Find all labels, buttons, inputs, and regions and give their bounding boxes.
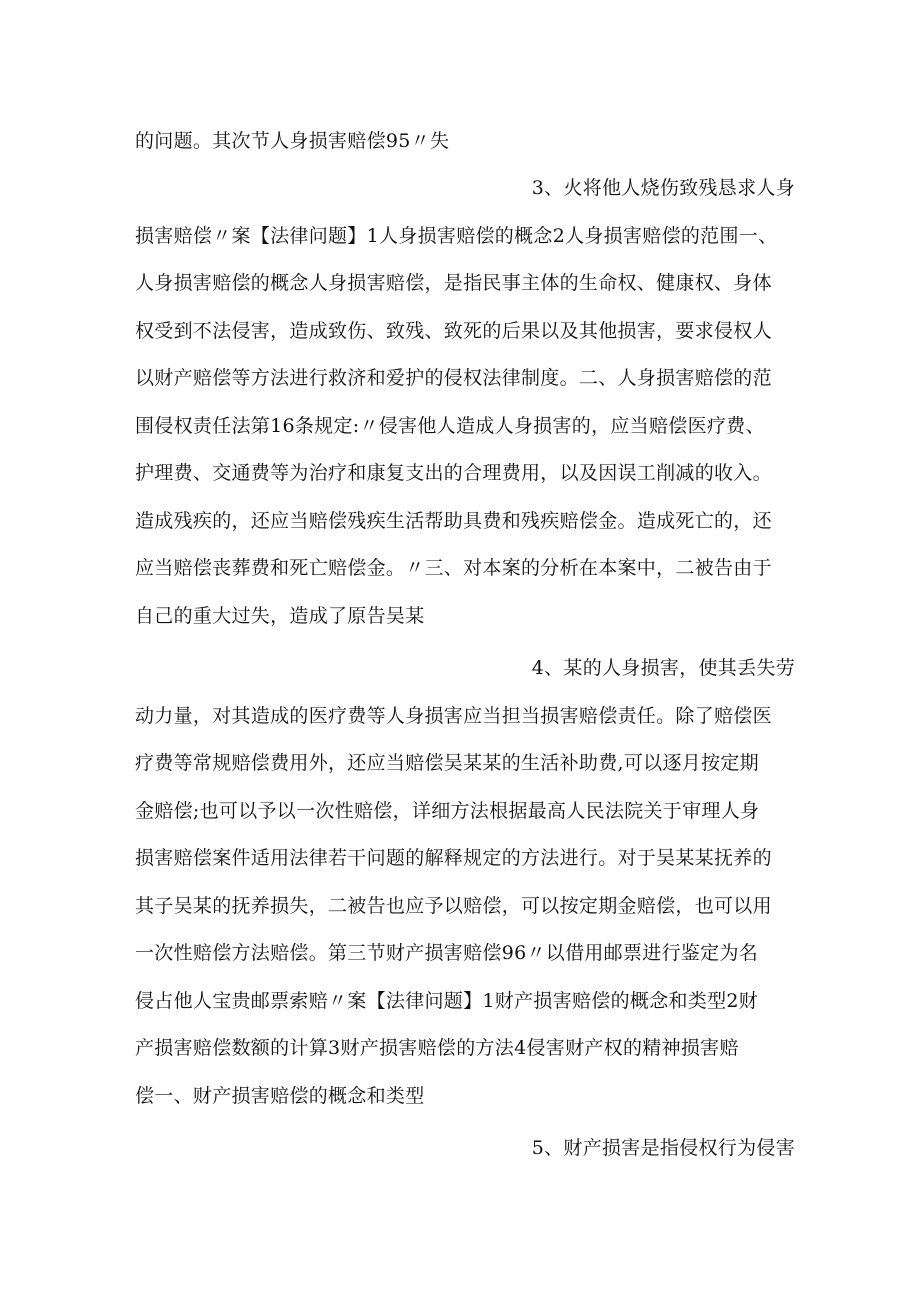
text-line: 产损害赔偿数额的计算3财产损害赔偿的方法4侵害财产权的精神损害赔 — [135, 1037, 739, 1059]
text-line: 应当赔偿丧葬费和死亡赔偿金。〃三、对本案的分析在本案中，二被告由于 — [135, 557, 772, 579]
text-line: 疗费等常规赔偿费用外，还应当赔偿吴某某的生活补助费,可以逐月按定期 — [135, 752, 759, 774]
text-line: 权受到不法侵害，造成致伤、致残、致死的后果以及其他损害，要求侵权人 — [135, 320, 772, 342]
text-line: 以财产赔偿等方法进行救济和爱护的侵权法律制度。二、人身损害赔偿的范 — [135, 367, 772, 389]
section-heading-4: 4、某的人身损害，使其丢失劳 — [531, 657, 795, 679]
section-heading-5: 5、财产损害是指侵权行为侵害 — [531, 1137, 795, 1159]
text-line: 自己的重大过失，造成了原告吴某 — [135, 605, 425, 627]
text-line: 人身损害赔偿的概念人身损害赔偿，是指民事主体的生命权、健康权、身体 — [135, 272, 772, 294]
text-line: 围侵权责任法第16条规定:〃侵害他人造成人身损害的，应当赔偿医疗费、 — [135, 415, 765, 437]
text-line: 其子吴某的抚养损失，二被告也应予以赔偿，可以按定期金赔偿，也可以用 — [135, 895, 772, 917]
text-line: 侵占他人宝贵邮票索赔〃案【法律问题】1财产损害赔偿的概念和类型2财 — [135, 990, 759, 1012]
text-line: 护理费、交通费等为治疗和康复支出的合理费用，以及因误工削减的收入。 — [135, 462, 772, 484]
text-line: 造成残疾的，还应当赔偿残疾生活帮助具费和残疾赔偿金。造成死亡的，还 — [135, 510, 772, 532]
text-line: 一次性赔偿方法赔偿。第三节财产损害赔偿96〃以借用邮票进行鉴定为名 — [135, 942, 759, 964]
text-line: 金赔偿;也可以予以一次性赔偿，详细方法根据最高人民法院关于审理人身 — [135, 800, 760, 822]
text-line: 动力量，对其造成的医疗费等人身损害应当担当损害赔偿责任。除了赔偿医 — [135, 705, 772, 727]
section-heading-3: 3、火将他人烧伤致残恳求人身 — [531, 177, 795, 199]
text-line: 的问题。其次节人身损害赔偿95〃失 — [135, 130, 450, 152]
text-line: 损害赔偿案件适用法律若干问题的解释规定的方法进行。对于吴某某抚养的 — [135, 847, 772, 869]
text-line: 损害赔偿〃案【法律问题】1人身损害赔偿的概念2人身损害赔偿的范围一、 — [135, 225, 778, 247]
text-line: 偿一、财产损害赔偿的概念和类型 — [135, 1085, 425, 1107]
